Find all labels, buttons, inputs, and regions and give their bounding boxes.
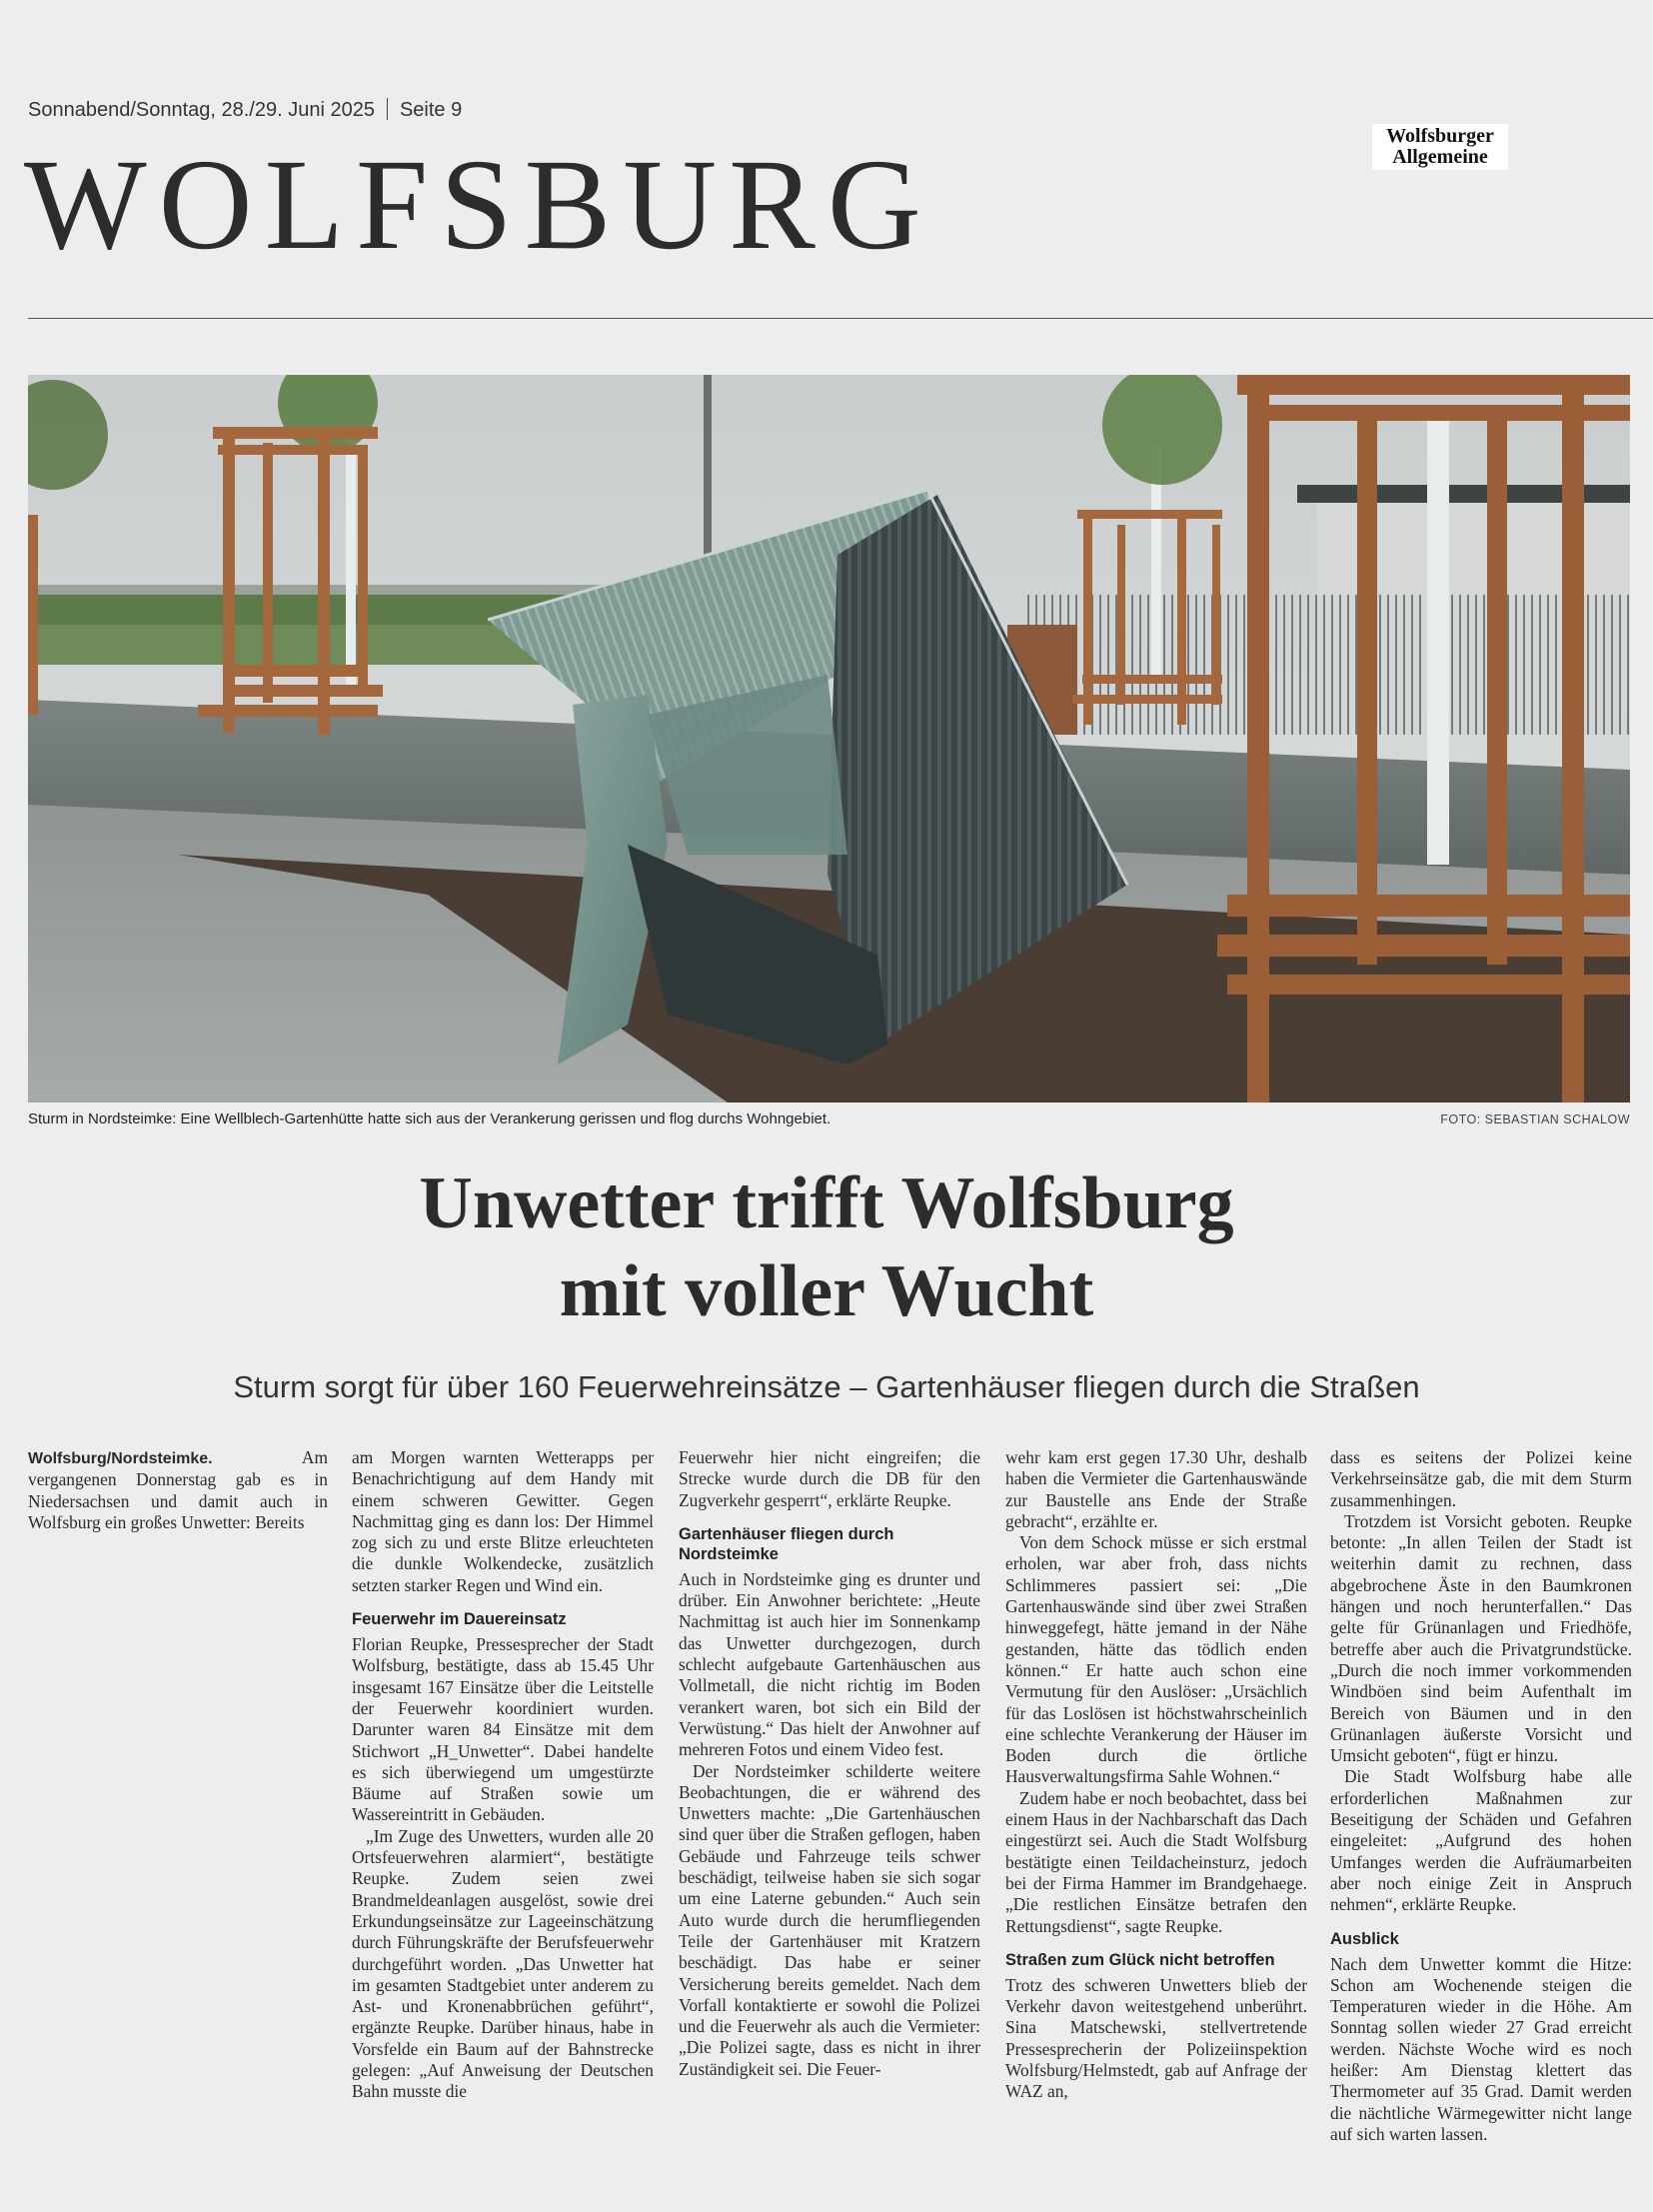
lead-text: Am vergangenen Donnerstag gab es in Niedersachsen und damit auch in Wolfsburg ein großes Unwetter: Bereits [28, 1447, 328, 1532]
photo-credit: FOTO: SEBASTIAN SCHALOW [1440, 1112, 1630, 1126]
article-column-4 [1005, 1447, 1307, 2103]
dateline-location: Wolfsburg/Nordsteimke. [28, 1450, 213, 1467]
paragraph: Nach dem Unwetter kommt die Hitze: Schon am Wochenende steigen die Temperaturen wieder in die Höhe. Am Sonntag sollen wieder 27 Grad erreicht werden. Nächste Woche wird es noch heißer: Am Dienstag klettert das Thermometer auf 35 Grad. Damit werden die nächtliche Wärmegewitter nicht lange auf sich warten lassen. [1330, 1953, 1632, 2144]
caption-text: Sturm in Nordsteimke: Eine Wellblech-Gartenhütte hatte sich aus der Verankerung gerissen und flog durchs Wohngebiet. [28, 1110, 831, 1127]
storm-photo [28, 375, 1630, 1103]
section-title: WOLFSBURG [24, 133, 933, 277]
paragraph: Trotzdem ist Vorsicht geboten. Reupke betonte: „In allen Teilen der Stadt ist weiterhin damit zu rechnen, dass abgebrochene Äste in den Baumkronen hängen und noch herunterfallen.“ Das gelte für Grünanlagen und Friedhöfe, betreffe aber auch die Privatgrundstücke. „Durch die noch immer vorkommenden Windböen sind beim Aufenthalt im Bereich von Bäumen und in den Grünanlagen äußerste Vorsicht und Umsicht geboten“, fügt er hinzu. [1330, 1510, 1632, 1766]
paragraph: Auch in Nordsteimke ging es drunter und drüber. Ein Anwohner berichtete: „Heute Nachmittag ist auch hier im Sonnenkamp das Unwetter durchgezogen, durch schlecht aufgebaute Gartenhäuschen aus Vollmetall, die nicht richtig im Boden verankert waren, bot sich ein Bild der Verwüstung.“ Das hielt der Anwohner auf mehreren Fotos und einem Video fest. [679, 1568, 980, 1760]
article-subheadline: Sturm sorgt für über 160 Feuerwehreinsätze – Gartenhäuser fliegen durch die Straßen [233, 1369, 1420, 1404]
paragraph: Die Stadt Wolfsburg habe alle erforderlichen Maßnahmen zur Beseitigung der Schäden und Gefahren eingeleitet: „Aufgrund des hohen Umfanges werden die Aufräumarbeiten aber noch einige Zeit in Anspruch nehmen“, erklärte Reupke. [1330, 1766, 1632, 1915]
paragraph: Feuerwehr hier nicht eingreifen; die Strecke wurde durch die DB für den Zugverkehr gesperrt“, erklärte Reupke. [679, 1447, 980, 1510]
section-heading: Gartenhäuser fliegen durch Nordsteimke [679, 1524, 894, 1563]
photo-caption [28, 1110, 1630, 1127]
headline-line-2: mit voller Wucht [559, 1250, 1094, 1332]
paragraph: Der Nordsteimker schilderte weitere Beobachtungen, die er während des Unwetters machte: „Die Gartenhäuschen sind quer über die Straßen geflogen, haben Gebäude und Fahrzeuge teils schwer beschädigt, teilweise haben sie sich sogar um eine Laterne gebunden.“ Auch sein Auto wurde durch die herumfliegenden Teile der Gartenhäuser mit Kratzern beschädigt. Das habe er seiner Versicherung bereits gemeldet. Nach dem Vorfall kontaktierte er sowohl die Polizei und die Feuerwehr als auch die Vermieter: „Die Polizei sagte, dass es nicht in ihrer Zuständigkeit sei. Die Feuer- [679, 1760, 980, 2079]
section-heading: Feuerwehr im Dauereinsatz [352, 1610, 567, 1629]
paragraph: am Morgen warnten Wetterapps per Benachrichtigung auf dem Handy mit einem schweren Gewitter. Gegen Nachmittag ging es dann los: Der Himmel zog sich zu und erste Blitze erleuchteten die dunkle Wolkendecke, zusätzlich setzten starker Regen und Wind ein. [352, 1447, 654, 1595]
paragraph: wehr kam erst gegen 17.30 Uhr, deshalb haben die Vermieter die Gartenhauswände zur Baustelle ans Ende der Straße gebracht“, erzählte er. [1005, 1447, 1307, 1531]
section-heading: Ausblick [1330, 1929, 1399, 1948]
paragraph: Von dem Schock müsse er sich erstmal erholen, war aber froh, dass nichts Schlimmeres passiert sei: „Die Gartenhauswände sind über zwei Straßen hinweggefegt, hätte jemand in der Nähe gestanden, hätte das tödlich enden können.“ Er hatte auch schon eine Vermutung für den Auslöser: „Ursächlich für das Loslösen ist höchstwahrscheinlich eine schlechte Verankerung der Häuser im Boden durch die örtliche Hausverwaltungsfirma Sahle Wohnen.“ [1005, 1532, 1307, 1787]
article-column-2 [352, 1447, 654, 2103]
headline-line-1: Unwetter trifft Wolfsburg [419, 1162, 1234, 1244]
lead-paragraph [28, 1447, 328, 1533]
page-number: Seite 9 [399, 99, 463, 121]
dateline-divider [387, 98, 388, 120]
newspaper-logo [1372, 124, 1508, 170]
issue-date: Sonnabend/Sonntag, 28./29. Juni 2025 [28, 99, 375, 121]
logo-line-2: Allgemeine [1392, 146, 1488, 168]
paragraph: Zudem habe er noch beobachtet, dass bei einem Haus in der Nachbarschaft das Dach eingestürzt sei. Auch die Stadt Wolfsburg bestätigte einen Teildacheinsturz, jedoch bei der Firma Hammer im Brandgehaege. „Die restlichen Einsätze betrafen den Rettungsdienst“, sagte Reupke. [1005, 1787, 1307, 1936]
article-headline [0, 1159, 1653, 1335]
article-column-5 [1330, 1447, 1632, 2145]
article-column-1 [28, 1447, 328, 1533]
paragraph: dass es seitens der Polizei keine Verkehrseinsätze gab, die mit dem Sturm zusammenhingen. [1330, 1447, 1632, 1510]
logo-line-1: Wolfsburger [1386, 125, 1494, 147]
paragraph: „Im Zuge des Unwetters, wurden alle 20 Ortsfeuerwehren alarmiert“, bestätigte Reupke. Zudem seien zwei Brandmeldeanlagen ausgelöst, sowie drei Erkundungseinsätze zur Lageeinschätzung durch Führungskräfte der Berufsfeuerwehr durchgeführt worden. „Das Unwetter hat im gesamten Stadtgebiet unter anderem zu Ast- und Kronenabbrüchen geführt“, ergänzte Reupke. Darüber hinaus, habe in Vorsfelde ein Baum auf der Bahnstrecke gelegen: „Auf Anweisung der Deutschen Bahn musste die [352, 1825, 654, 2102]
dateline [28, 98, 462, 122]
paragraph: Trotz des schweren Unwetters blieb der Verkehr davon weitestgehend unberührt. Sina Matschewski, stellvertretende Pressesprecherin der Polizeiinspektion Wolfsburg/Helmstedt, gab auf Anfrage der WAZ an, [1005, 1974, 1307, 2102]
paragraph: Florian Reupke, Pressesprecher der Stadt Wolfsburg, bestätigte, dass ab 15.45 Uhr insgesamt 167 Einsätze über die Leitstelle der Feuerwehr koordiniert wurden. Darunter waren 84 Einsätze mit dem Stichwort „H_Unwetter“. Dabei handelte es sich überwiegend um umgestürzte Bäume auf Straßen sowie um Wassereintritt in Gebäuden. [352, 1634, 654, 1825]
header-rule [28, 318, 1653, 319]
section-heading: Straßen zum Glück nicht betroffen [1005, 1950, 1275, 1969]
article-column-3 [679, 1447, 980, 2080]
